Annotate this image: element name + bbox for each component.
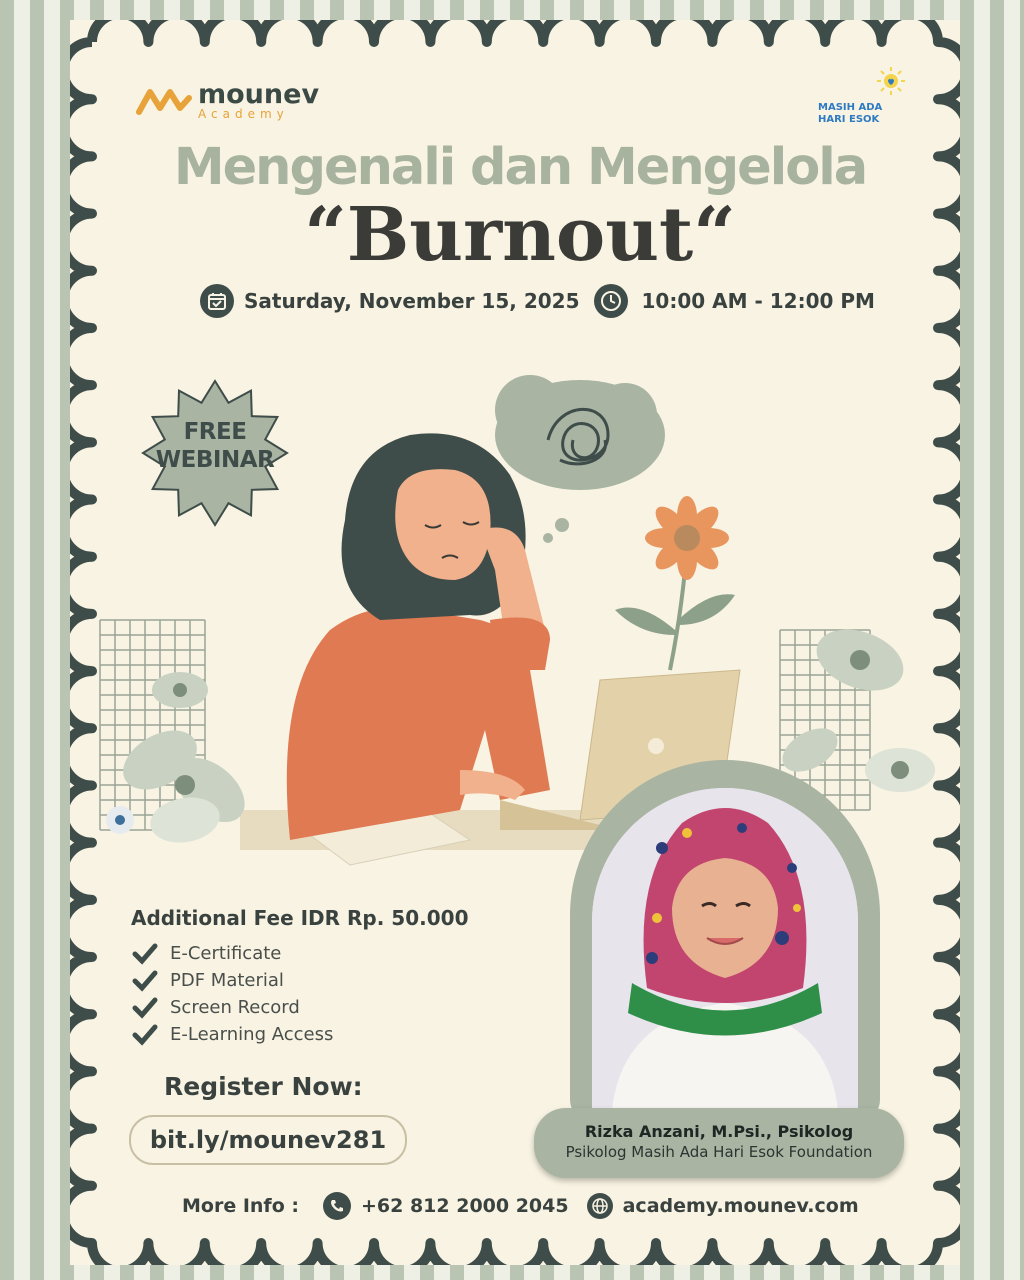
benefits-list xyxy=(132,940,333,1048)
benefit-item: E-Learning Access xyxy=(132,1021,333,1048)
register-link[interactable]: bit.ly/mounev281 xyxy=(129,1115,407,1165)
register-label: Register Now: xyxy=(164,1072,363,1101)
check-icon xyxy=(132,970,158,992)
logo-sub: Academy xyxy=(198,107,289,121)
benefit-item: E-Certificate xyxy=(132,940,333,967)
phone-number[interactable]: +62 812 2000 2045 xyxy=(360,1195,569,1217)
partner-line1: MASIH ADA xyxy=(818,102,883,113)
speaker-card xyxy=(534,1108,904,1178)
pale-flowers-left xyxy=(106,672,257,848)
benefit-item: PDF Material xyxy=(132,967,333,994)
logo-name: mounev xyxy=(198,79,320,110)
clock-icon xyxy=(594,284,628,318)
burnout-illustration xyxy=(80,370,960,870)
event-date: Saturday, November 15, 2025 xyxy=(244,289,580,313)
event-time: 10:00 AM - 12:00 PM xyxy=(641,289,875,313)
calendar-icon xyxy=(200,284,234,318)
globe-icon xyxy=(587,1193,613,1219)
mounev-logo-icon xyxy=(136,84,192,118)
badge-line2: WEBINAR xyxy=(155,447,275,473)
orange-flower-icon xyxy=(615,496,735,670)
check-icon xyxy=(132,943,158,965)
check-icon xyxy=(132,1024,158,1046)
phone-icon xyxy=(323,1192,351,1220)
additional-fee: Additional Fee IDR Rp. 50.000 xyxy=(131,906,469,930)
more-info-label: More Info : xyxy=(182,1195,299,1217)
speaker-role: Psikolog Masih Ada Hari Esok Foundation xyxy=(565,1143,873,1161)
page-title: Mengenali dan Mengelola xyxy=(173,138,867,197)
speaker-photo xyxy=(592,788,858,1110)
contact-footer xyxy=(182,1192,859,1220)
badge-line1: FREE xyxy=(183,419,247,445)
speaker-name: Rizka Anzani, M.Psi., Psikolog xyxy=(584,1122,854,1141)
partner-logo xyxy=(818,66,908,126)
headline-burnout: “Burnout“ xyxy=(304,192,736,278)
check-icon xyxy=(132,997,158,1019)
website-link[interactable]: academy.mounev.com xyxy=(622,1195,859,1217)
date-time-row xyxy=(200,284,875,318)
benefit-item: Screen Record xyxy=(132,994,333,1021)
partner-line2: HARI ESOK xyxy=(818,114,880,125)
sun-icon xyxy=(874,66,908,96)
mounev-logo xyxy=(136,79,320,121)
